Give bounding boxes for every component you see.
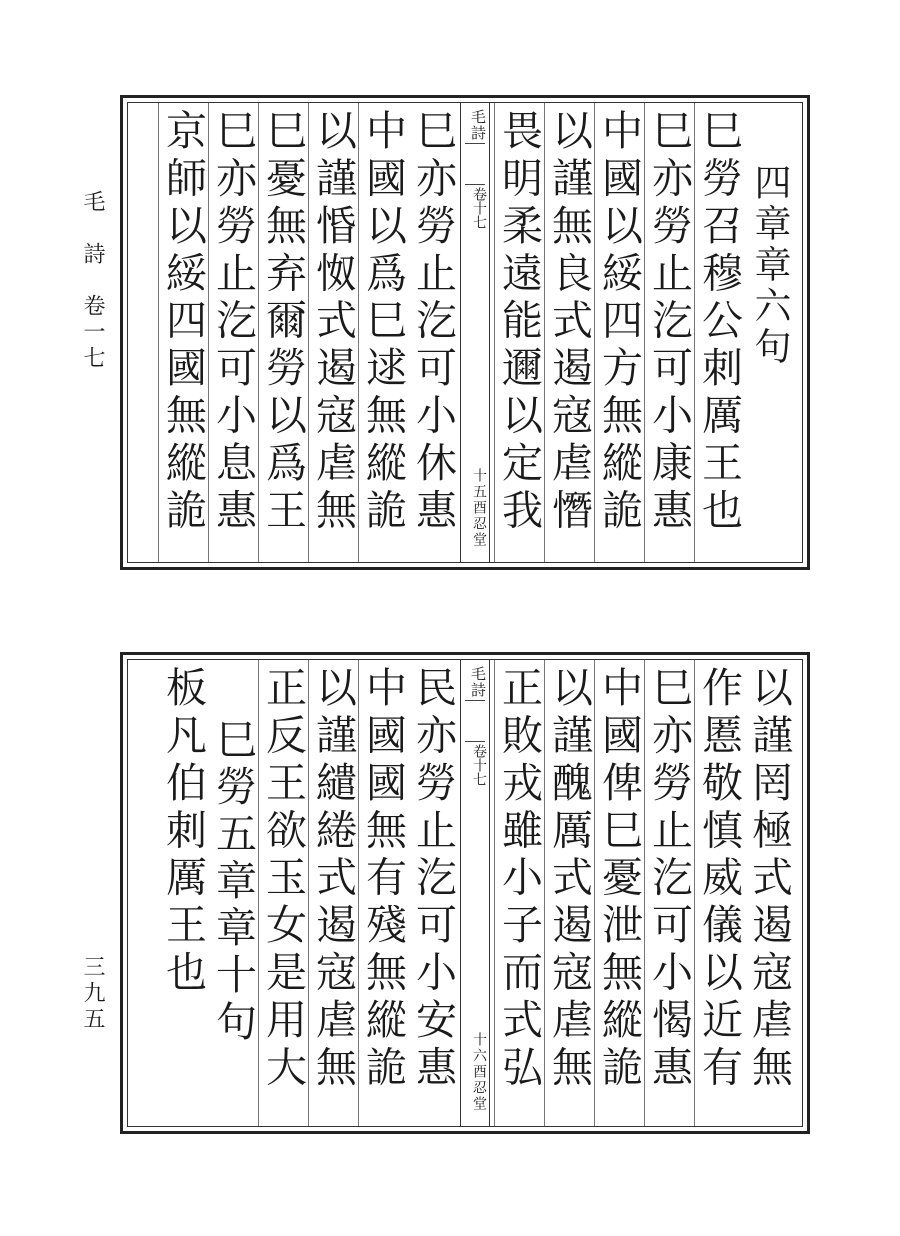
text-column: 中國以綏四方無縱詭 bbox=[594, 103, 644, 562]
text-column: 巳亦勞止汔可小康惠 bbox=[644, 103, 694, 562]
fold-book-title: 毛詩 bbox=[469, 666, 487, 698]
center-fold bbox=[460, 103, 490, 562]
text-column: 巳憂無弃爾勞以爲王 bbox=[258, 103, 308, 562]
fish-tail-ornament bbox=[465, 700, 485, 742]
fold-folio bbox=[461, 1032, 489, 1112]
chapter-count-note: 巳勞五章章十句 bbox=[209, 718, 257, 1047]
side-label-title: 毛 詩 卷一七 bbox=[80, 190, 105, 372]
fold-folio bbox=[461, 468, 489, 548]
side-label-page-number: 三九五 bbox=[80, 955, 105, 1033]
fish-tail-ornament bbox=[465, 143, 485, 185]
text-column: 京師以綏四國無縱詭 bbox=[158, 103, 208, 562]
column-title: 四章章六句 bbox=[748, 163, 791, 368]
text-column: 巳亦勞止汔可小愒惠 bbox=[644, 660, 694, 1126]
fold-folio-number: 十六 bbox=[471, 1032, 487, 1064]
fold-book-title: 毛詩 bbox=[469, 109, 487, 141]
text-column: 畏明柔遠能邇以定我 bbox=[494, 103, 544, 562]
text-column: 正反王欲玉女是用大 bbox=[258, 660, 308, 1126]
text-column: 作慝敬慎威儀以近有 bbox=[694, 660, 744, 1126]
text-column: 中國國無有殘無縱詭 bbox=[358, 660, 408, 1126]
text-column: 巳勞召穆公刺厲王也 bbox=[694, 103, 744, 562]
fold-volume: 卷十七 bbox=[471, 187, 487, 229]
text-column: 民亦勞止汔可小安惠 bbox=[409, 666, 457, 1093]
text-column: 以謹醜厲式遏寇虐無 bbox=[544, 660, 594, 1126]
text-column: 正敗戎雖小子而式弘 bbox=[494, 660, 544, 1126]
text-column: 中國俾巳憂泄無縱詭 bbox=[594, 660, 644, 1126]
text-column: 巳亦勞止汔可小息惠 bbox=[208, 103, 258, 562]
fold-folio-number: 十五 bbox=[471, 468, 487, 500]
text-column: 以謹惛怓式遏寇虐無 bbox=[308, 103, 358, 562]
text-column: 板凡伯刺厲王也 bbox=[159, 666, 207, 998]
top-text-panel bbox=[120, 95, 810, 570]
fold-hall-name: 酉忍堂 bbox=[471, 500, 487, 548]
center-fold bbox=[460, 660, 490, 1126]
text-column: 以謹無良式遏寇虐憯 bbox=[544, 103, 594, 562]
text-column: 中國以爲巳逑無縱詭 bbox=[358, 103, 408, 562]
fold-volume: 卷十七 bbox=[471, 744, 487, 786]
bottom-text-panel bbox=[120, 652, 810, 1134]
fold-hall-name: 酉忍堂 bbox=[471, 1064, 487, 1112]
text-column: 以謹罔極式遏寇虐無 bbox=[745, 666, 793, 1093]
text-column: 以謹繾綣式遏寇虐無 bbox=[308, 660, 358, 1126]
text-column: 巳亦勞止汔可小休惠 bbox=[409, 109, 457, 536]
